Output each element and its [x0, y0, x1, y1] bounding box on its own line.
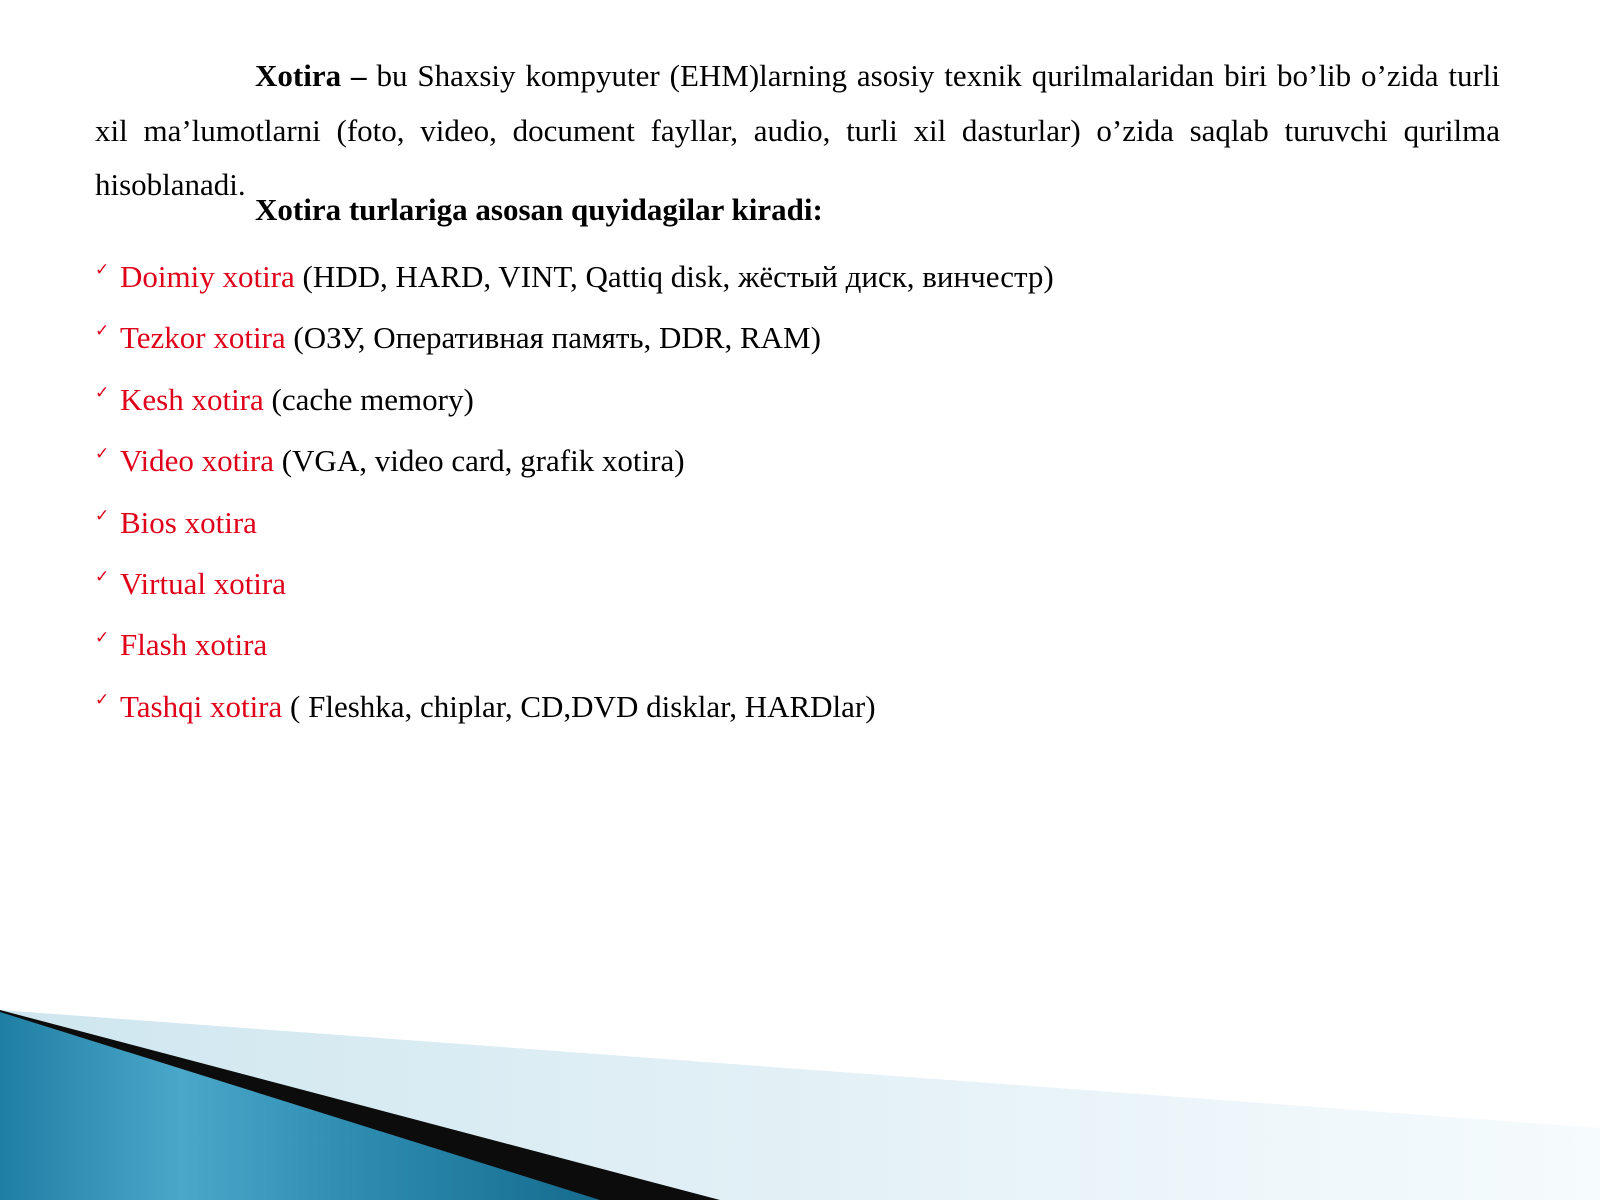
list-heading: Xotira turlariga asosan quyidagilar kiradi:	[255, 192, 823, 227]
intro-term: Xotira	[255, 58, 342, 93]
list-item-detail: (ОЗУ, Оперативная память, DDR, RAM)	[285, 320, 821, 356]
list-item-term: Tashqi xotira	[120, 688, 283, 724]
checkmark-icon: ✓	[95, 260, 110, 279]
list-item-term: Virtual xotira	[120, 565, 287, 601]
list-item-term: Kesh xotira	[120, 381, 264, 417]
list-item-detail: (cache memory)	[263, 381, 474, 417]
checkmark-icon: ✓	[95, 505, 110, 525]
checkmark-icon: ✓	[95, 444, 110, 464]
checkmark-icon: ✓	[95, 566, 110, 586]
list-item-term: Flash xotira	[120, 627, 268, 663]
memory-types-list	[95, 255, 1054, 746]
list-item-term: Tezkor xotira	[120, 320, 286, 356]
list-item-detail: (VGA, video card, grafik xotira)	[273, 443, 685, 479]
list-item	[95, 623, 1054, 684]
list-item	[95, 255, 1054, 316]
checkmark-icon: ✓	[95, 382, 110, 402]
list-item-detail: (HDD, HARD, VINT, Qattiq disk, жёстый диск, винчестр)	[294, 259, 1054, 294]
checkmark-icon: ✓	[95, 628, 110, 648]
list-item	[95, 501, 1054, 562]
intro-dash: –	[351, 58, 367, 93]
list-item	[95, 316, 1054, 377]
list-item-term: Doimiy xotira	[120, 259, 295, 294]
intro-text: bu Shaxsiy kompyuter (EHM)larning asosiy texnik qurilmalaridan biri bo’lib o’zida turli xil ma’lumotlarni (foto, video, document fayllar, audio, turli xil dasturlar) o’zida saqlab turuvchi qurilma hisoblanadi.	[95, 58, 1501, 202]
list-item	[95, 685, 1054, 746]
checkmark-icon: ✓	[95, 321, 110, 341]
list-item-term: Video xotira	[120, 443, 274, 479]
list-item	[95, 378, 1054, 439]
intro-paragraph	[95, 49, 1500, 213]
list-item-term: Bios xotira	[120, 504, 257, 540]
list-item-detail: ( Fleshka, chiplar, CD,DVD disklar, HARDlar)	[282, 688, 876, 724]
checkmark-icon: ✓	[95, 689, 110, 709]
list-item	[95, 439, 1054, 500]
list-item	[95, 562, 1054, 623]
